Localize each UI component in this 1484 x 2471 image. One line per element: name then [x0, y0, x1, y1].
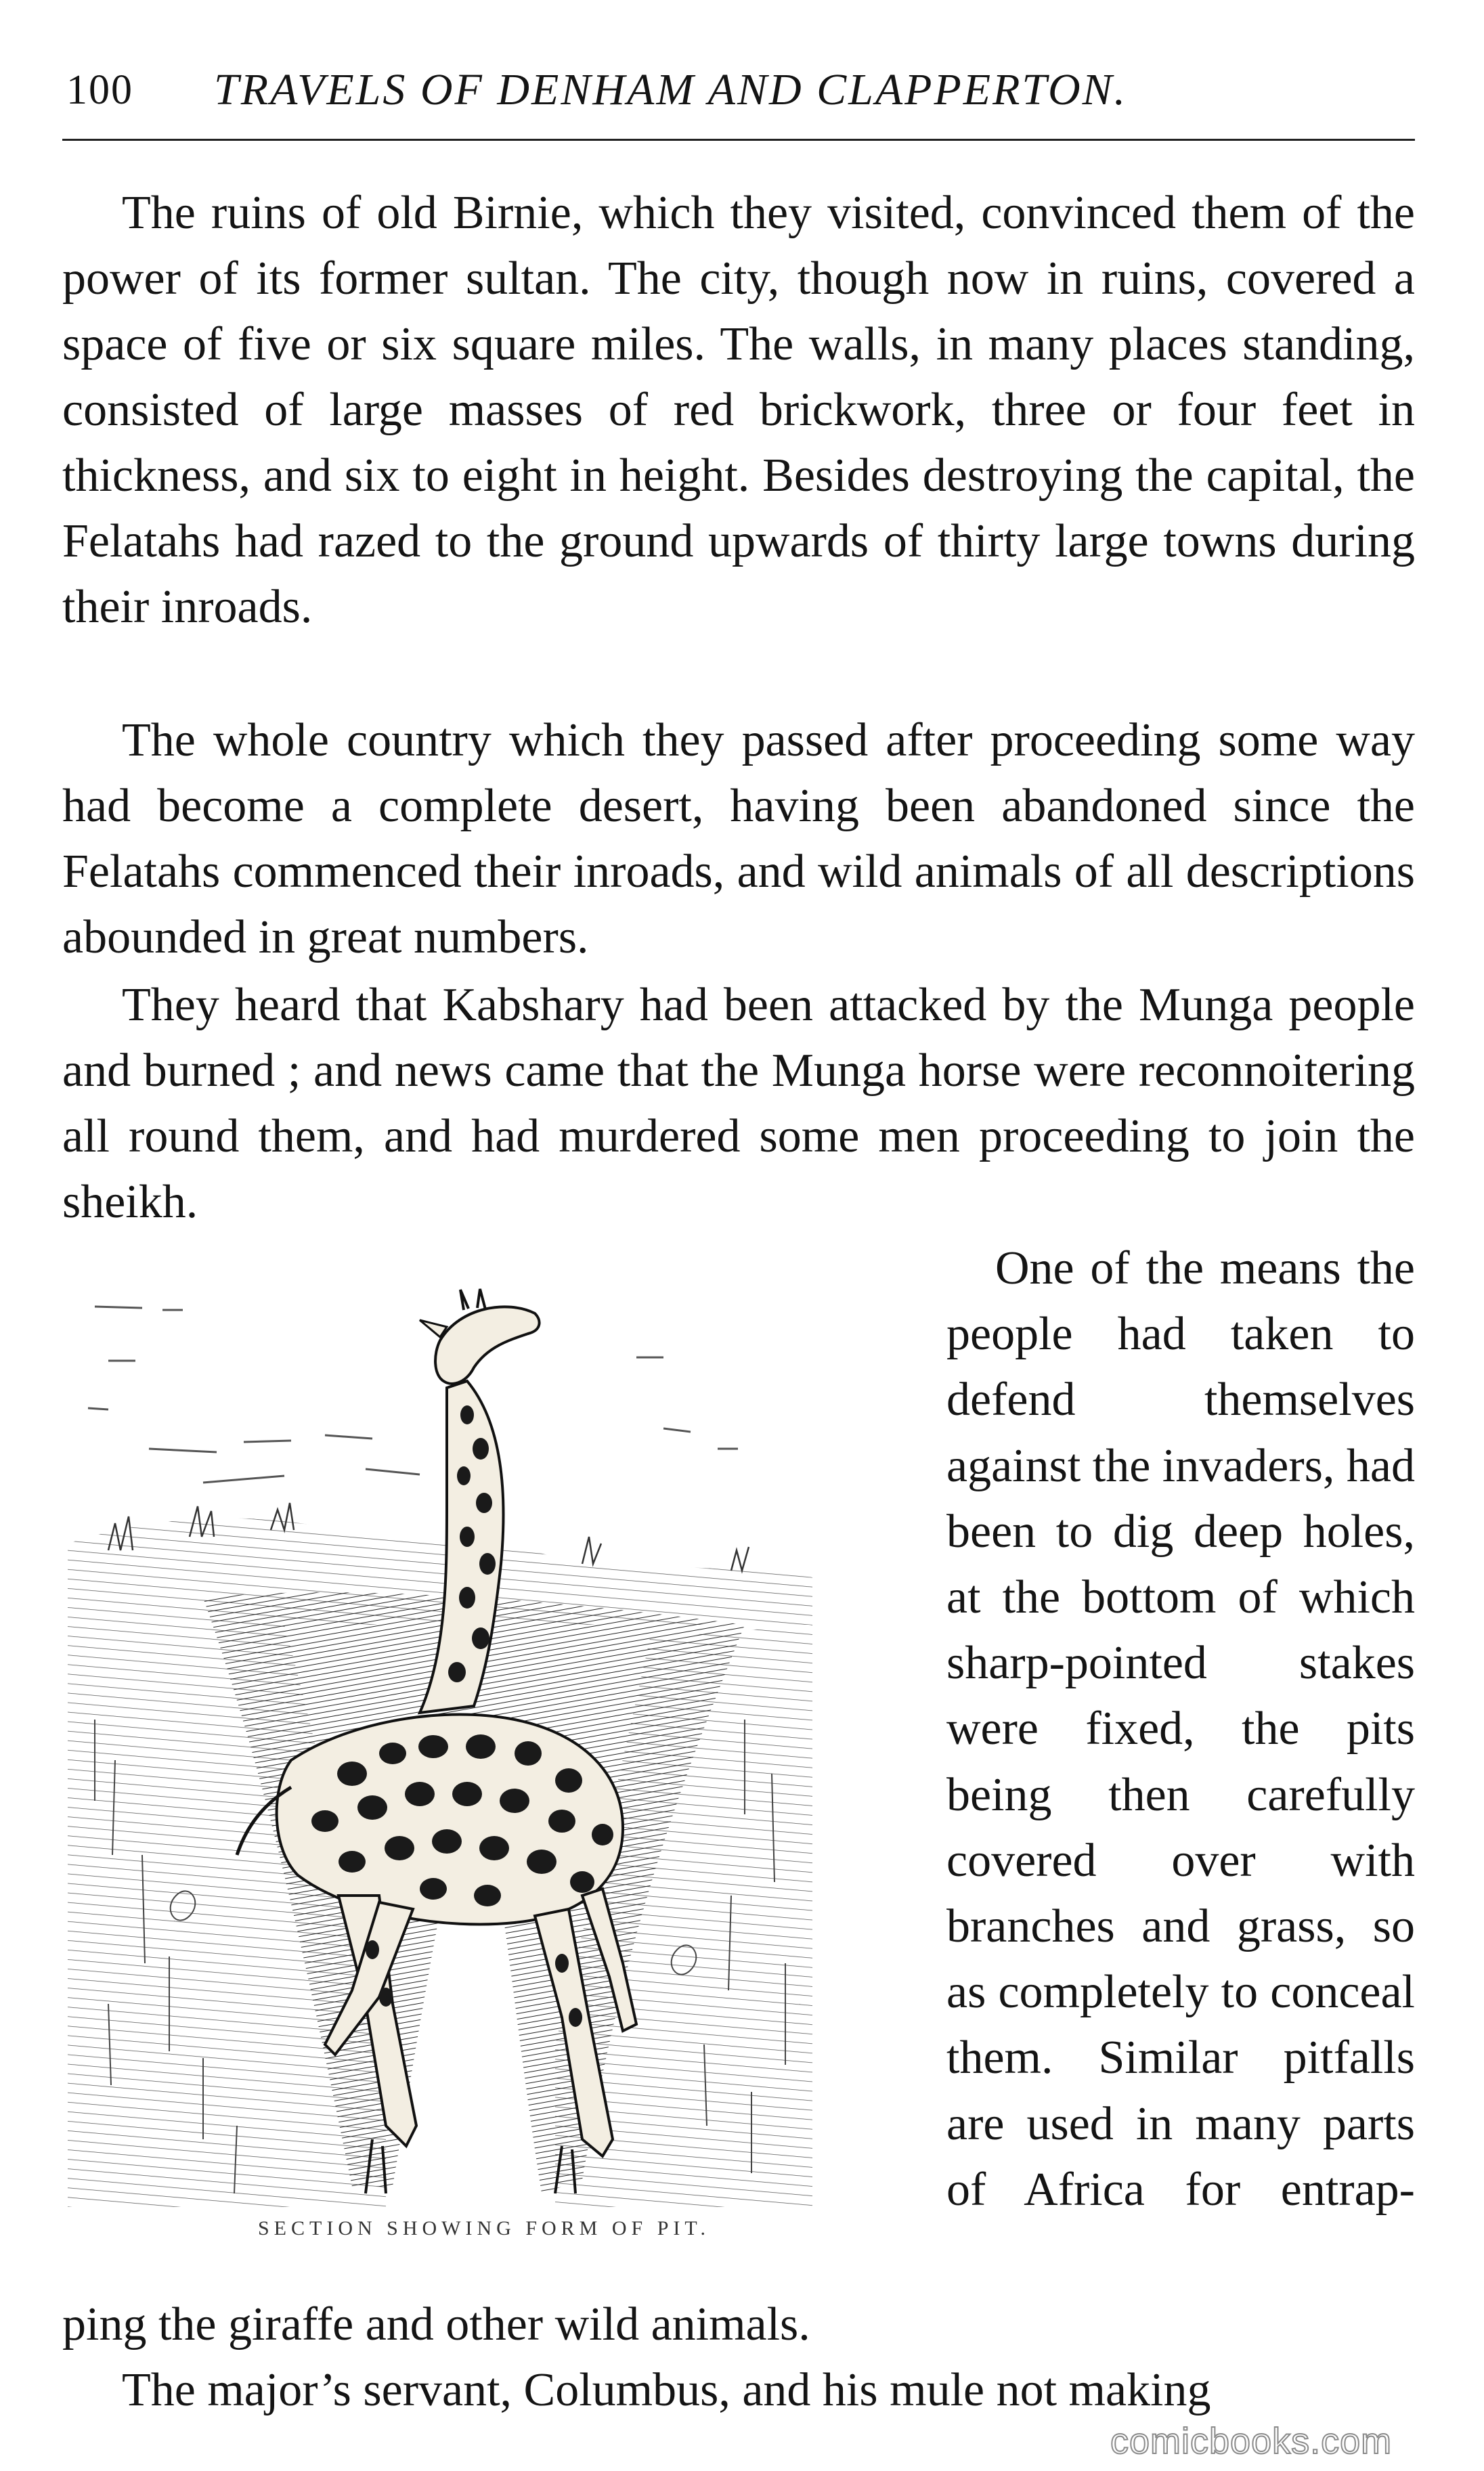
paragraph-text: The major’s servant, Columbus, and his mule not making: [122, 2364, 1211, 2416]
paragraph-5: [62, 2357, 1415, 2423]
running-head: [66, 60, 1407, 121]
figure-caption: SECTION SHOWING FORM OF PIT.: [258, 2217, 710, 2239]
paragraph-text: The ruins of old Birnie, which they visited, convinced them of the power of its former sultan. The city, though now in ruins, covered a space of five or six square miles. The walls, in many places standing, consisted of large masses of red brickwork, three or four feet in thickness, and six to eight in height. Besides destroying the capital, the Felatahs had razed to the ground upwards of thirty large towns during their inroads.: [62, 187, 1415, 633]
paragraph-3: [62, 972, 1415, 1235]
paragraph-text: They heard that Kabshary had been attacked by the Munga people and burned ; and news came that the Munga horse were reconnoitering all round them, and had murdered some men proceeding to join the sheikh.: [62, 979, 1415, 1228]
giraffe-pit-illustration: [68, 1246, 900, 2221]
paragraph-2: [62, 707, 1415, 970]
paragraph-text: One of the means the people had taken to defend themselves against the invaders, had been to dig deep holes, at the bottom of which sharp-pointed stakes were fixed, the pits being then carefully covered over with branches and grass, so as completely to conceal them. Similar pitfalls are used in many parts of Africa for entrap-: [946, 1242, 1416, 2216]
paragraph-4-beside-figure: [946, 1236, 1415, 2223]
paragraph-4-continuation: ping the giraffe and other wild animals.: [62, 2298, 810, 2350]
paragraph-1: [62, 180, 1415, 640]
watermark: comicbooks.com: [1110, 2421, 1393, 2462]
sky-strokes: [88, 1307, 738, 1483]
paragraph-text: The whole country which they passed after proceeding some way had become a complete desert, having been abandoned since the Felatahs commenced their inroads, and wild animals of all descriptions abounded in great numbers.: [62, 714, 1415, 963]
header-rule: [62, 139, 1415, 141]
running-title: TRAVELS OF DENHAM AND CLAPPERTON.: [214, 65, 1128, 114]
page-number: 100: [66, 67, 133, 113]
engraving: [68, 1246, 900, 2221]
